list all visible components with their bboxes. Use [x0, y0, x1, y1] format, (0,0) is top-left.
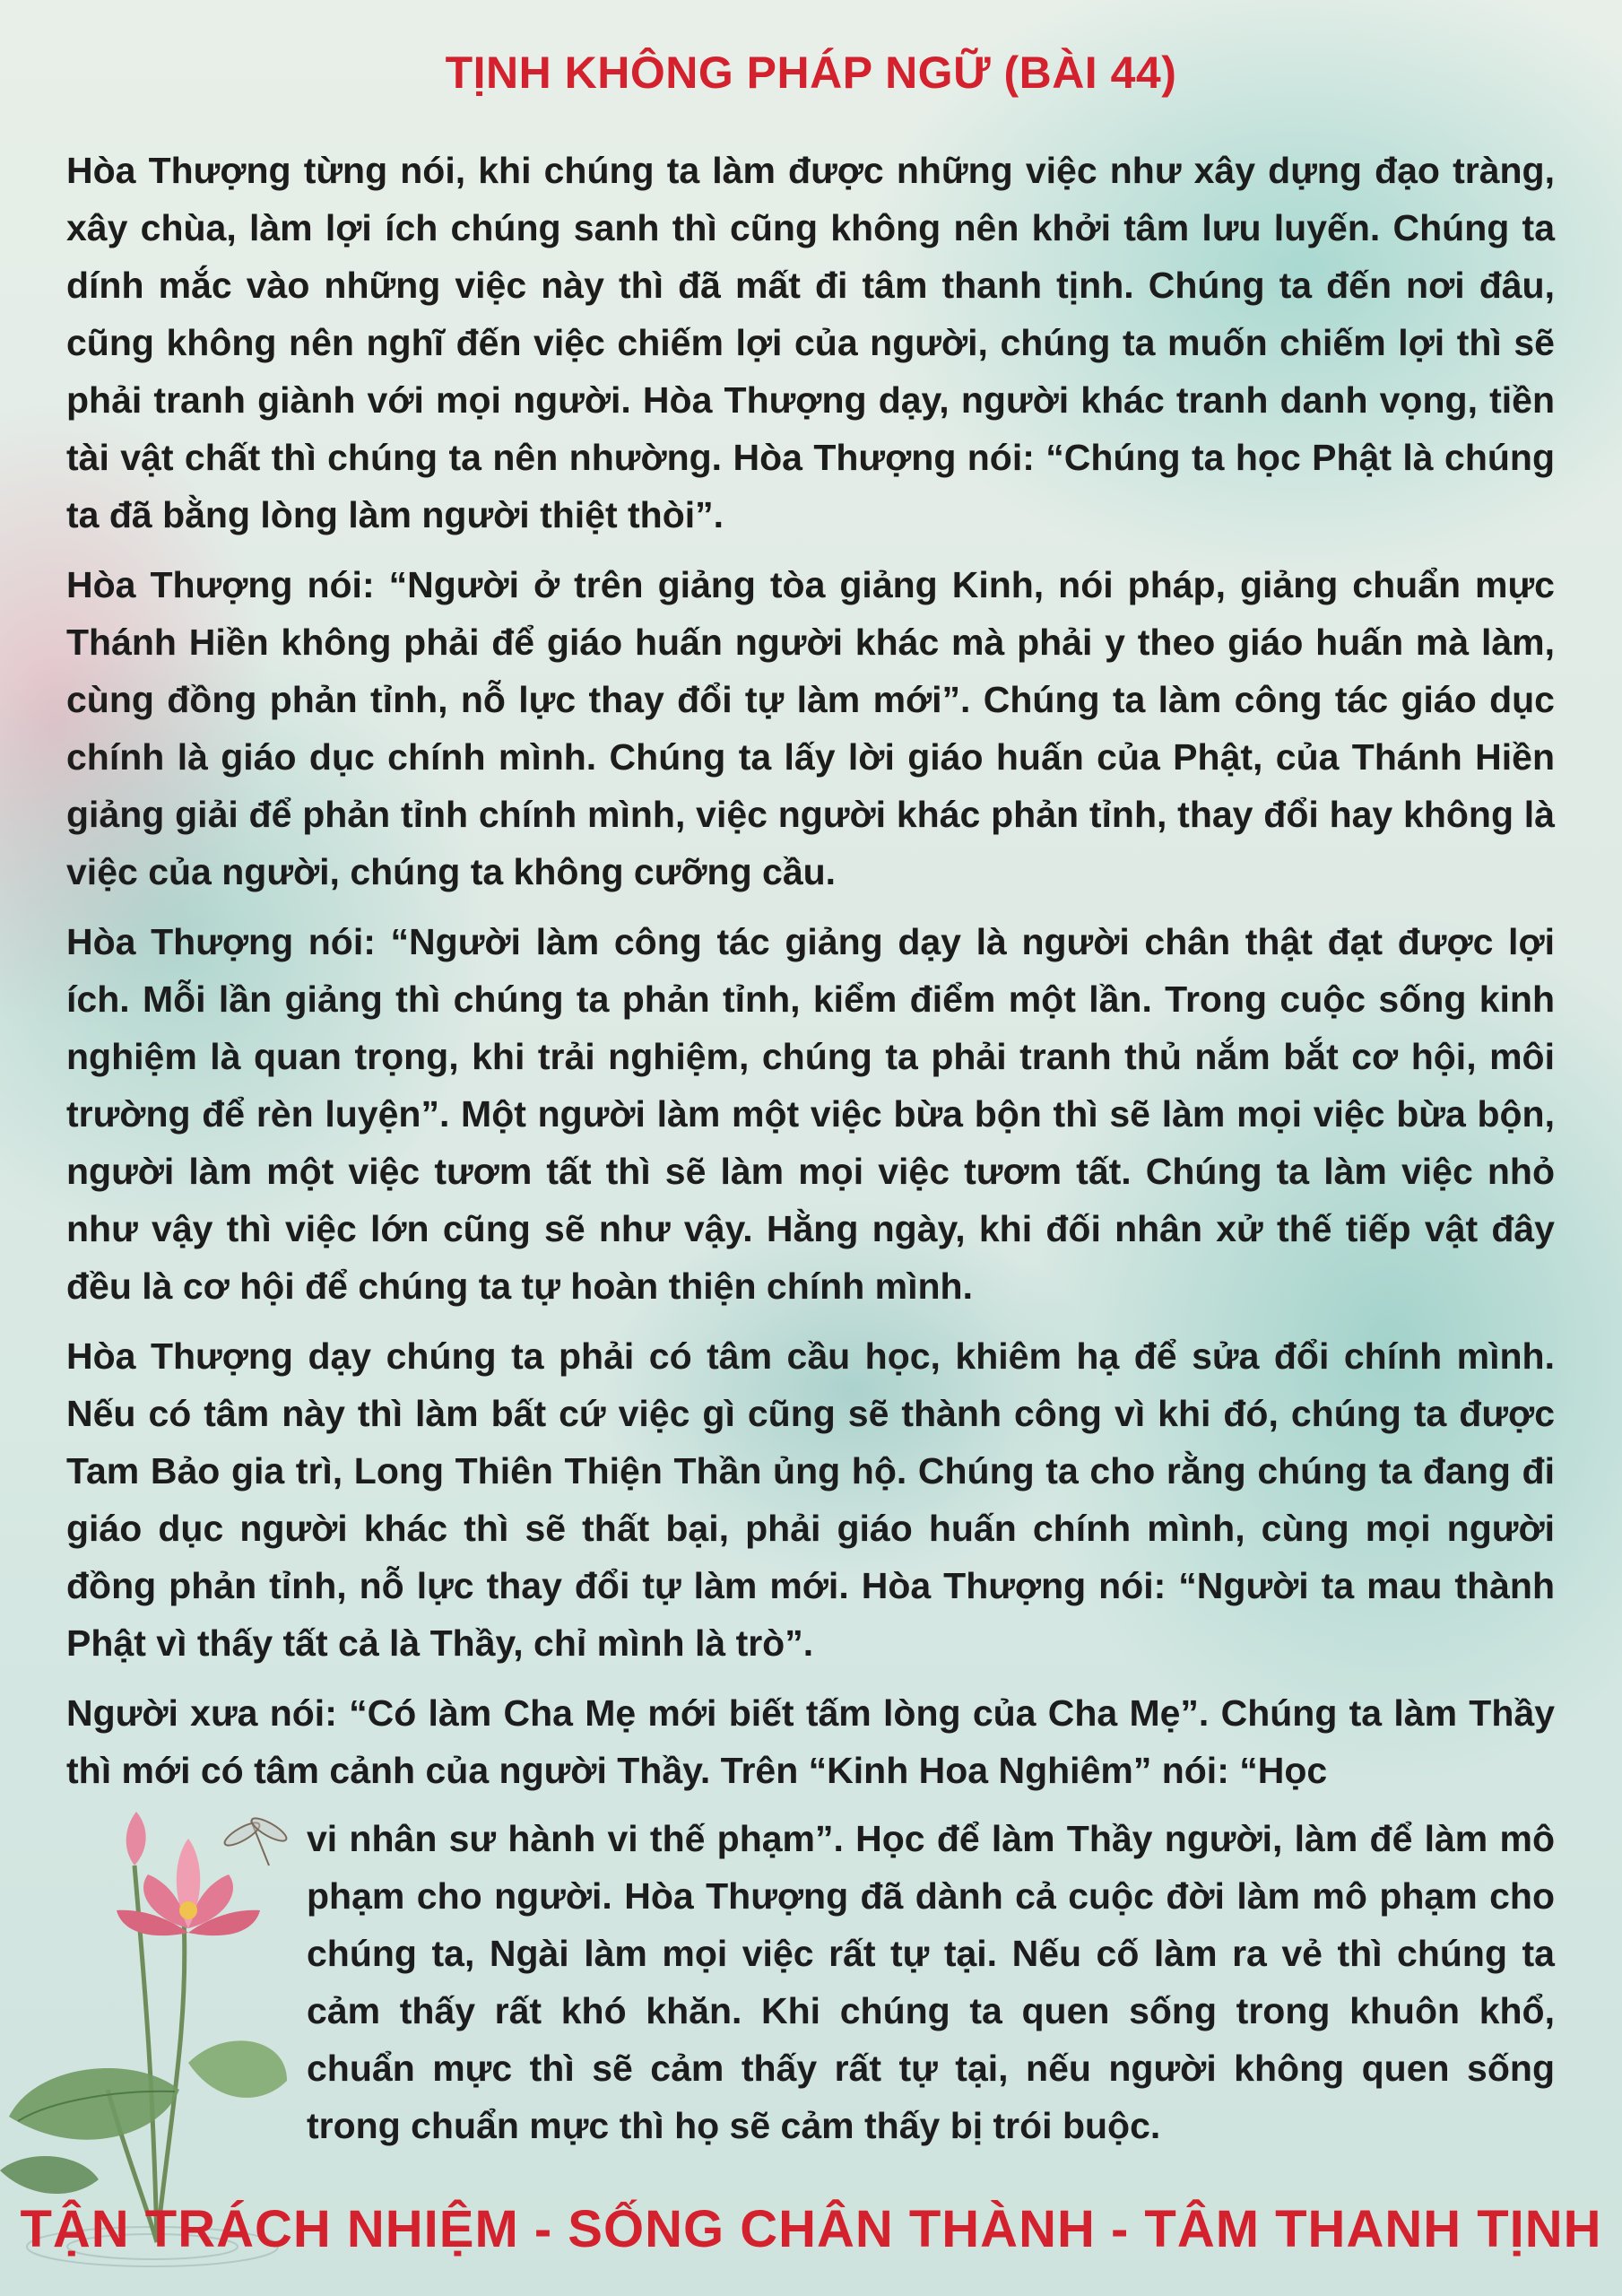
paragraph-3: Hòa Thượng nói: “Người làm công tác giảng dạy là người chân thật đạt được lợi ích. Mỗi lần giảng thì chúng ta phản tỉnh, kiểm điểm một lần. Trong cuộc sống kinh nghiệm là quan trọng, khi trải nghiệm, chúng ta phải tranh thủ nắm bắt cơ hội, môi trường để rèn luyện”. Một người làm một việc bừa bộn thì sẽ làm mọi việc bừa bộn, người làm một việc tươm tất thì sẽ làm mọi việc tươm tất. Chúng ta làm việc nhỏ như vậy thì việc lớn cũng sẽ như vậy. Hằng ngày, khi đối nhân xử thế tiếp vật đây đều là cơ hội để chúng ta tự hoàn thiện chính mình. [66, 921, 1555, 1307]
paragraph-5-head: Người xưa nói: “Có làm Cha Mẹ mới biết tấm lòng của Cha Mẹ”. Chúng ta làm Thầy thì mới có tâm cảnh của người Thầy. Trên “Kinh Hoa Nghiêm” nói: “Học [66, 1692, 1555, 1791]
paragraph-2: Hòa Thượng nói: “Người ở trên giảng tòa giảng Kinh, nói pháp, giảng chuẩn mực Thánh Hiền không phải để giáo huấn người khác mà phải y theo giáo huấn mà làm, cùng đồng phản tỉnh, nỗ lực thay đổi tự làm mới”. Chúng ta làm công tác giáo dục chính là giáo dục chính mình. Chúng ta lấy lời giáo huấn của Phật, của Thánh Hiền giảng giải để phản tỉnh chính mình, việc người khác phản tỉnh, thay đổi hay không là việc của người, chúng ta không cưỡng cầu. [66, 564, 1555, 892]
paragraph-4: Hòa Thượng dạy chúng ta phải có tâm cầu học, khiêm hạ để sửa đổi chính mình. Nếu có tâm này thì làm bất cứ việc gì cũng sẽ thành công vì khi đó, chúng ta được Tam Bảo gia trì, Long Thiên Thiện Thần ủng hộ. Chúng ta cho rằng chúng ta đang đi giáo dục người khác thì sẽ thất bại, phải giáo huấn chính mình, cùng mọi người đồng phản tỉnh, nỗ lực thay đổi tự làm mới. Hòa Thượng nói: “Người ta mau thành Phật vì thấy tất cả là Thầy, chỉ mình là trò”. [66, 1335, 1555, 1664]
paragraph-5-tail: vi nhân sư hành vi thế phạm”. Học để làm Thầy người, làm để làm mô phạm cho người. Hòa Thượng đã dành cả cuộc đời làm mô phạm cho chúng ta, Ngài làm mọi việc rất tự tại. Nếu cố làm ra vẻ thì chúng ta cảm thấy rất khó khăn. Khi chúng ta quen sống trong khuôn khổ, chuẩn mực thì sẽ cảm thấy rất tự tại, nếu người không quen sống trong chuẩn mực thì họ sẽ cảm thấy bị trói buộc. [307, 1818, 1555, 2146]
page-title: TỊNH KHÔNG PHÁP NGỮ (BÀI 44) [445, 48, 1177, 98]
paragraph-1: Hòa Thượng từng nói, khi chúng ta làm được những việc như xây dựng đạo tràng, xây chùa, làm lợi ích chúng sanh thì cũng không nên khởi tâm lưu luyến. Chúng ta dính mắc vào những việc này thì đã mất đi tâm thanh tịnh. Chúng ta đến nơi đâu, cũng không nên nghĩ đến việc chiếm lợi của người, chúng ta muốn chiếm lợi thì sẽ phải tranh giành với mọi người. Hòa Thượng dạy, người khác tranh danh vọng, tiền tài vật chất thì chúng ta nên nhường. Hòa Thượng nói: “Chúng ta học Phật là chúng ta đã bằng lòng làm người thiệt thòi”. [66, 150, 1555, 535]
lotus-leaf-icon [0, 2040, 287, 2194]
lotus-bud-icon [126, 1812, 146, 1866]
dragonfly-icon [221, 1814, 289, 1866]
motto-footer: TẬN TRÁCH NHIỆM - SỐNG CHÂN THÀNH - TÂM THANH TỊNH [20, 2200, 1602, 2258]
article-body [66, 142, 1555, 1812]
